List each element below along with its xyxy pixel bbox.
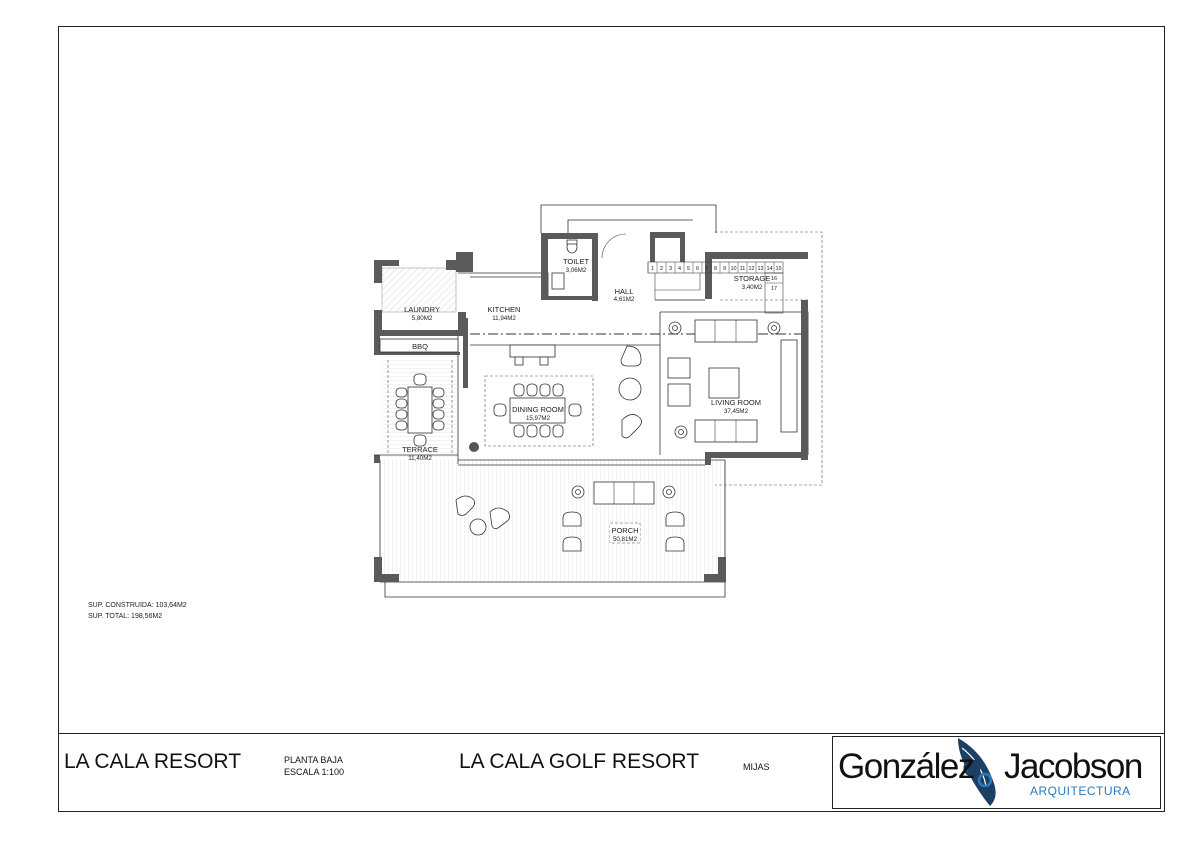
coffee-table xyxy=(709,368,739,398)
bar-stool xyxy=(515,357,523,365)
logo-name-left: González xyxy=(838,747,974,786)
side-table xyxy=(470,519,486,535)
drawing-scale: ESCALA 1:100 xyxy=(284,767,345,777)
terrace-chair xyxy=(433,421,444,430)
porch-chair xyxy=(666,512,684,526)
stair-step-number: 9 xyxy=(722,266,727,272)
dining-chair xyxy=(514,384,524,396)
laundry-label: LAUNDRY xyxy=(404,305,440,314)
stair-step-number: 5 xyxy=(686,266,691,272)
logo-subtitle: ARQUITECTURA xyxy=(1030,784,1131,798)
kitchen-area: 11,94M2 xyxy=(492,315,516,322)
stair-step-number: 17 xyxy=(770,286,778,292)
lamp xyxy=(673,326,678,331)
stair-step-number: 4 xyxy=(677,266,682,272)
title-block xyxy=(64,737,1161,809)
armchair xyxy=(668,384,690,406)
terrace-chair xyxy=(396,410,407,419)
kitchen-island xyxy=(510,345,555,357)
living-area: 37,45M2 xyxy=(723,408,749,415)
terrace-chair xyxy=(396,421,407,430)
stair-step-number: 15 xyxy=(775,266,782,272)
entrance-canopy-outline xyxy=(541,205,716,233)
column xyxy=(469,442,479,452)
stair-step-number: 6 xyxy=(695,266,700,272)
entrance-step-outline xyxy=(568,220,693,233)
dining-chair xyxy=(553,384,563,396)
terrace-label: TERRACE xyxy=(402,445,438,454)
hall-door-swing xyxy=(602,234,626,258)
porch-sofa xyxy=(594,482,654,504)
dining-chair xyxy=(527,384,537,396)
porch-chair xyxy=(666,537,684,551)
porch-chair xyxy=(563,512,581,526)
living-label: LIVING ROOM xyxy=(710,398,762,407)
dining-chair xyxy=(540,425,550,437)
stair-step-number: 1 xyxy=(650,266,655,272)
armchair xyxy=(621,346,641,366)
lamp xyxy=(772,326,777,331)
toilet-area: 3,06M2 xyxy=(565,267,587,274)
washbasin xyxy=(552,273,564,289)
stair-step-number: 12 xyxy=(748,266,755,272)
porch-label: PORCH xyxy=(611,526,639,535)
dining-chair xyxy=(527,425,537,437)
hall-area: 4,61M2 xyxy=(613,296,635,303)
sofa-south xyxy=(695,420,757,442)
porch-area: 50,81M2 xyxy=(612,536,638,543)
bbq-label: BBQ xyxy=(412,342,428,351)
porch-step-outline xyxy=(385,582,725,597)
storage-area: 3,40M2 xyxy=(741,284,763,291)
terrace-chair xyxy=(396,399,407,408)
porch-chair xyxy=(563,537,581,551)
built-area-text: SUP. CONSTRUIDA: 103,64M2 xyxy=(88,602,187,609)
stair-step-number: 10 xyxy=(730,266,737,272)
logo-name-right: Jacobson xyxy=(1004,747,1142,786)
sofa-north xyxy=(695,320,757,342)
stair-step-number: 3 xyxy=(668,266,673,272)
terrace-chair xyxy=(433,399,444,408)
stair-step-number: 14 xyxy=(766,266,773,272)
armchair xyxy=(622,414,642,438)
sheet-border xyxy=(59,27,1165,812)
city-name: MIJAS xyxy=(743,762,770,772)
dining-chair xyxy=(553,425,563,437)
site-name: LA CALA GOLF RESORT xyxy=(459,750,700,773)
terrace-area: 11,40M2 xyxy=(408,455,432,462)
terrace-chair xyxy=(433,388,444,397)
floor-plan xyxy=(374,205,822,597)
terrace-chair xyxy=(433,410,444,419)
armchair xyxy=(668,358,690,378)
toilet-label: TOILET xyxy=(562,257,590,266)
terrace-table xyxy=(408,387,432,433)
side-table xyxy=(619,378,641,400)
dining-area: 15,97M2 xyxy=(525,415,551,422)
dining-chair xyxy=(540,384,550,396)
stair-step-number: 13 xyxy=(757,266,764,272)
stair-step-number: 2 xyxy=(659,266,664,272)
storage-label: STORAGE xyxy=(733,274,771,283)
terrace-chair xyxy=(396,388,407,397)
hall-label: HALL xyxy=(614,287,634,296)
dining-chair xyxy=(494,404,506,416)
staircase xyxy=(648,262,783,313)
lamp xyxy=(679,430,684,435)
dining-label: DINING ROOM xyxy=(512,405,564,414)
dining-chair xyxy=(569,404,581,416)
bar-stool xyxy=(540,357,548,365)
stair-step-number: 11 xyxy=(739,266,746,272)
total-area-text: SUP. TOTAL: 198,56M2 xyxy=(88,613,163,620)
drawing-name: PLANTA BAJA xyxy=(284,755,343,765)
stair-step-number: 16 xyxy=(770,276,778,282)
toilet-cistern xyxy=(567,240,577,244)
project-name: LA CALA RESORT xyxy=(64,750,242,773)
terrace-chair xyxy=(414,374,426,385)
laundry-area: 5,80M2 xyxy=(411,315,433,322)
kitchen-label: KITCHEN xyxy=(487,305,521,314)
tv-unit xyxy=(781,340,797,432)
stair-step-number: 7 xyxy=(704,266,709,272)
dining-chair xyxy=(514,425,524,437)
stair-step-number: 8 xyxy=(713,266,718,272)
